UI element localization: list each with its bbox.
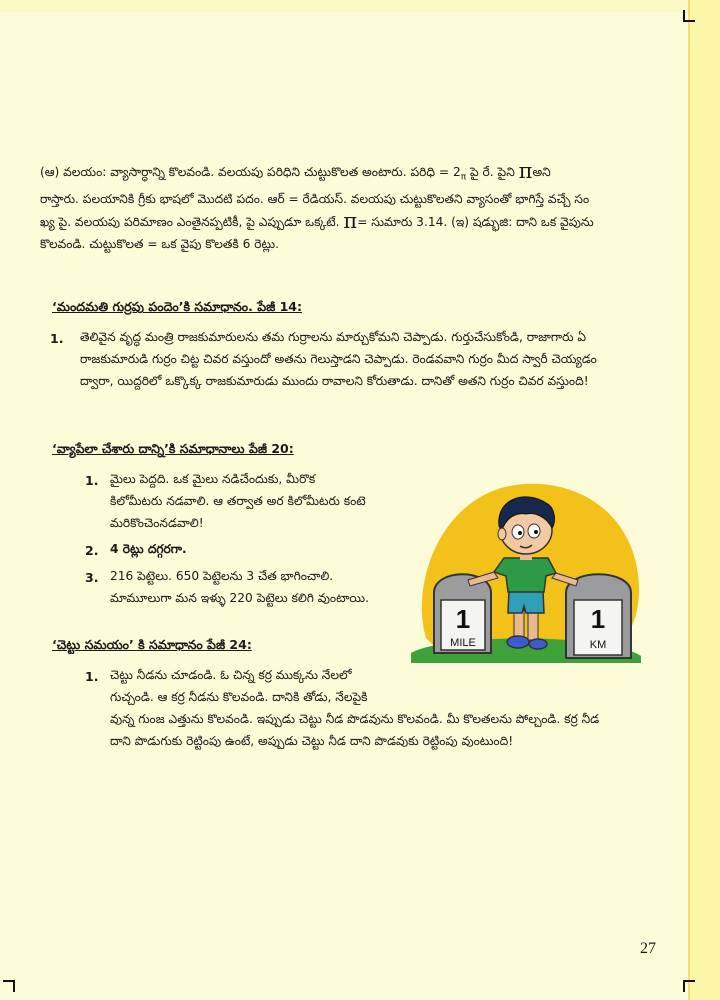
mile-stone bbox=[434, 574, 491, 653]
page-number: 27 bbox=[640, 940, 656, 957]
section3-heading: ‘చెట్టు సమయం’ కి సమాధానం పేజీ 24: bbox=[52, 637, 252, 652]
intro-line-3-part-a: ఖ్య పై. వలయపు పరిమాణం ఎంతైనప్పటికీ, పై ఎప్పుడూ ఒక్కటే. bbox=[40, 215, 344, 230]
section2-item2-line: 4 రెట్లు దగ్గరగా. bbox=[110, 542, 187, 556]
intro-line-1-part-c: అని bbox=[532, 165, 551, 179]
section2-item1-line: కిలోమీటరు నడవాలి. ఆ తర్వాత అర కిలోమీటరు కంటె bbox=[110, 494, 366, 508]
section2-item3-number: 3. bbox=[85, 570, 99, 585]
section1-item1-line: తెలివైన వృద్ధ మంత్రి రాజకుమారులను తమ గుర్రాలను మార్చుకోమని చెప్పాడు. గుర్తుచేసుకోండి, రాజాగారు ఏ bbox=[80, 330, 587, 344]
mile-stone-label: MILE bbox=[450, 637, 476, 649]
intro-paragraph bbox=[40, 160, 680, 255]
intro-line-1-part-b: పై రే. పైని bbox=[466, 165, 519, 179]
section3-item1-line: గుచ్చండి. ఆ కర్ర నీడను కొలవండి. దానికి తోడు, నేలపైకి bbox=[110, 690, 368, 704]
crop-mark-bottom-right bbox=[683, 980, 695, 992]
mile-stone-number: 1 bbox=[455, 604, 471, 634]
intro-line-1-part-a: (ఆ) వలయం: వ్యాసార్ధాన్ని కొలవండి. వలయపు పరిధిని చుట్టుకొలత అంటారు. పరిధి = 2 bbox=[40, 165, 461, 179]
boy-milestones-illustration bbox=[406, 468, 646, 678]
km-stone-number: 1 bbox=[590, 604, 606, 634]
km-stone-label: KM bbox=[589, 639, 607, 651]
intro-line-1: (ఆ) వలయం: వ్యాసార్ధాన్ని కొలవండి. వలయపు పరిధిని చుట్టుకొలత అంటారు. పరిధి = $2_\pi$ పై రే. పైని πఅని bbox=[40, 159, 551, 183]
section3-item1-line: చెట్టు నీడను చూడండి. ఓ చిన్న కర్ర ముక్కను నేలలో bbox=[110, 668, 352, 682]
section1-item1 bbox=[80, 326, 680, 392]
section3-item1-number: 1. bbox=[85, 669, 99, 684]
section3-item1-line: దాని పొడుగుకు రెట్టింపు ఉంటే, అప్పుడు చెట్టు నీడ దాని పొడవుకు రెట్టింపు వుంటుంది! bbox=[110, 734, 514, 748]
section1-item1-number: 1. bbox=[50, 331, 64, 346]
intro-line-4: కొలవండి. చుట్టుకొలత = ఒక వైపు కొలతకి 6 రెట్లు. bbox=[40, 237, 279, 252]
crop-mark-bottom-left bbox=[3, 980, 15, 992]
intro-line-2: రాస్తారు. పలయానికి గ్రీకు భాషలో మొదటి పదం. ఆర్ = రేడియస్. వలయపు చుట్టుకొలతని వ్యాసంతో భాగిస్తే వచ్చే సం bbox=[40, 192, 590, 207]
pi-symbol: π bbox=[343, 209, 358, 234]
section1-item1-line: ద్వారా, యిద్దరిలో ఒక్కొక్క రాజకుమారుడు ముందు రావాలని కోరుతాడు. దానితో అతని గుర్రం చివర వస్తుంది! bbox=[80, 374, 589, 388]
section2-heading: ‘వ్యాపేలా చేశారు దాన్ని’కి సమాధానాలు పేజీ 20: bbox=[52, 441, 294, 456]
top-margin-band bbox=[0, 0, 688, 12]
section2-item2-number: 2. bbox=[85, 543, 99, 558]
pi-symbol: π bbox=[518, 159, 533, 183]
section2-item1-line: మైలు పెద్దది. ఒక మైలు నడిచేందుకు, మీరొక bbox=[110, 472, 316, 486]
section3-item1-line: వున్న గుంజ ఎత్తును కొలవండి. ఇప్పుడు చెట్టు నీడ పొడవును కొలవండి. మీ కొలతలను పోల్చండి. కర్ర నీడ bbox=[110, 712, 600, 726]
section1-heading: ‘మందమతి గుర్రపు పందెం’కి సమాధానం. పేజీ 14: bbox=[52, 299, 302, 314]
section2-item3-line: 216 పెట్టెలు. 650 పెట్టెలను 3 చేత భాగించాలి. bbox=[110, 569, 334, 583]
intro-line-3-part-b: = సుమారు 3.14. (ఇ) షడ్భుజి: దాని ఒక వైపును bbox=[357, 215, 594, 230]
intro-line-3 bbox=[40, 210, 680, 233]
section2-item1-line: మరికొంచెంనడవాలి! bbox=[110, 516, 204, 530]
km-stone bbox=[566, 574, 631, 658]
section2-item2 bbox=[110, 538, 410, 560]
right-margin-band bbox=[688, 0, 720, 1000]
section2-item3 bbox=[110, 565, 410, 609]
section1-item1-line: రాజకుమారుడి గుర్రం చిట్ట చివర వస్తుందో అతను గెలుస్తాడని చెప్పాడు. రెండవవాని గుర్రం మీద స్వారీ చెయ్యడం bbox=[80, 352, 597, 366]
section2-item3-line: మామూలుగా మన ఇళ్ళు 220 పెట్టెలు కలిగి వుంటాయి. bbox=[110, 591, 369, 605]
crop-mark-top-right bbox=[683, 10, 695, 22]
section2-item1 bbox=[110, 468, 410, 534]
section2-item1-number: 1. bbox=[85, 473, 99, 488]
